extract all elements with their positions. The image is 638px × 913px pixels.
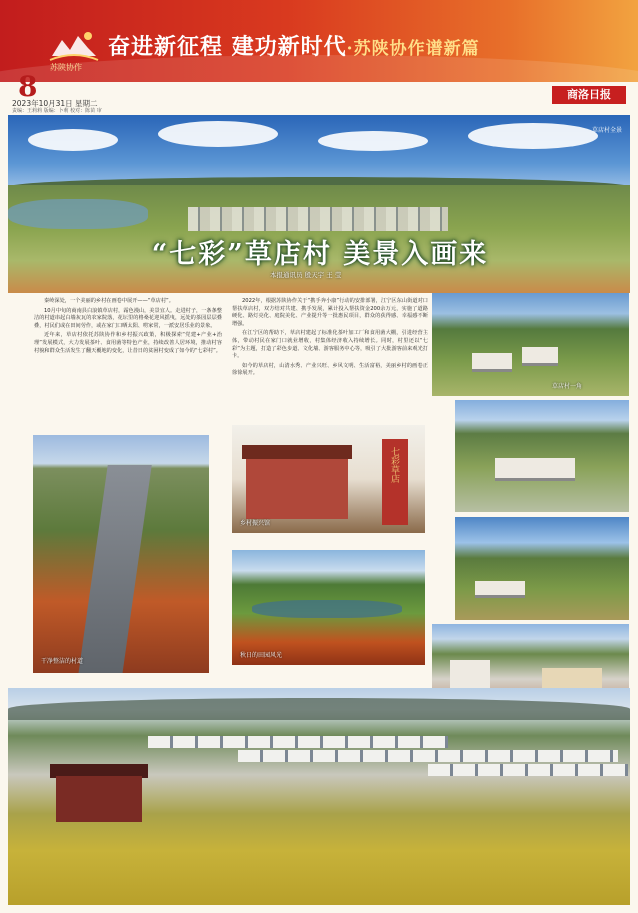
farmland-photo xyxy=(232,550,425,665)
paragraph: 近年来，草店村依托苏陕协作和乡村振兴政策，积极探索“党建+产业+治理”发展模式，大力发展茶叶、食用菌等特色产业，持续改善人居环境，推动村容村貌和群众生活发生了翻天覆地的变化，让昔日的贫困村变成了如今的“七彩村”。 xyxy=(34,332,222,354)
paragraph: 2022年，根据苏陕协作关于“携手奔小康”行动的安排部署，江宁区东山街道对口帮扶草店村，双方结对共建、携手发展，累计投入帮扶资金200余万元，实施了道路硬化、路灯亮化、庭院美化、产业提升等一批惠民项目，群众的获得感、幸福感不断增强。 xyxy=(232,298,428,327)
photo-caption: 干净整洁的村道 xyxy=(41,658,84,665)
road-lane xyxy=(78,465,152,673)
gate-sign xyxy=(382,439,408,525)
article-column-1 xyxy=(34,298,222,355)
building xyxy=(522,347,558,366)
building xyxy=(495,458,575,481)
dateline: 2023年10月31日 星期二 xyxy=(12,99,98,108)
cloud xyxy=(318,131,428,151)
headline-sub: ·苏陕协作谱新篇 xyxy=(346,39,480,59)
house-row xyxy=(238,750,618,762)
article-column-2 xyxy=(232,298,428,378)
village-gate-photo xyxy=(232,425,425,533)
headline xyxy=(108,30,480,61)
greenhouse-photo xyxy=(455,400,629,512)
photo-caption: 乡村振兴馆 xyxy=(240,520,271,527)
building xyxy=(475,581,525,598)
page-number: 8 xyxy=(18,70,38,103)
building xyxy=(472,353,512,372)
photo-caption: 秋日的田园风光 xyxy=(240,652,283,659)
hero-lake xyxy=(8,199,148,229)
paragraph: 10月中旬的商南县白浪镇草店村，霜色漫山，美景宜人。走进村子，一条条整洁的村道串起白墙灰瓦的农家院落，花坛里的格桑花迎风摇曳，远处的茶园层层叠叠，村民们或在田间劳作，或在家门口晒太阳、唠家常，一派安居乐业的景象。 xyxy=(34,307,222,329)
headline-main: 奋进新征程 建功新时代 xyxy=(108,34,347,60)
distant-mountains xyxy=(8,698,630,720)
article-title: “七彩”草店村 美景入画来 xyxy=(151,239,489,270)
cloud xyxy=(28,129,118,151)
aerial-village-photo xyxy=(455,517,629,620)
cloud xyxy=(158,121,278,147)
cooperation-logo xyxy=(48,26,100,66)
logo-text: 苏陕协作 xyxy=(50,63,82,72)
paragraph: 秦岭深处，一个美丽的乡村在画卷中展开——“草店村”。 xyxy=(44,298,174,304)
paragraph: 如今的草店村，山清水秀、产业兴旺、乡风文明、生活富裕，美丽乡村的画卷正徐徐展开。 xyxy=(232,362,428,377)
article-byline: 本报通讯员 殷天宇 王 莹 xyxy=(270,271,342,279)
hero-village xyxy=(188,207,448,231)
bottom-panorama-photo xyxy=(8,688,630,905)
newspaper-name: 商洛日报 xyxy=(552,86,626,104)
house-row xyxy=(148,736,448,748)
gate-sign-text: 七彩草店 xyxy=(389,447,399,483)
barn xyxy=(56,776,142,822)
paragraph: 在江宁区的帮助下，草店村建起了标准化茶叶加工厂和食用菌大棚，引进经营主体，带动村民在家门口就业增收，村集体经济收入持续增长。同时，村里还以“七彩”为主题，打造了彩色步道、文化墙、游客服务中心等，吸引了大批游客前来观光打卡。 xyxy=(232,330,428,360)
village-road-photo xyxy=(33,435,209,673)
gate-body xyxy=(246,459,348,519)
editor-credits: 责编：王莉莉 版编：卜莉 校对：陈苗 审 xyxy=(12,108,102,114)
gate-roof xyxy=(242,445,352,459)
village-corner-photo xyxy=(432,293,629,396)
cloud xyxy=(468,123,598,149)
farm-pond xyxy=(252,600,402,618)
photo-caption: 草店村一角 xyxy=(552,383,583,390)
house-row xyxy=(428,764,628,776)
hero-caption: 草店村全景 xyxy=(591,127,622,134)
